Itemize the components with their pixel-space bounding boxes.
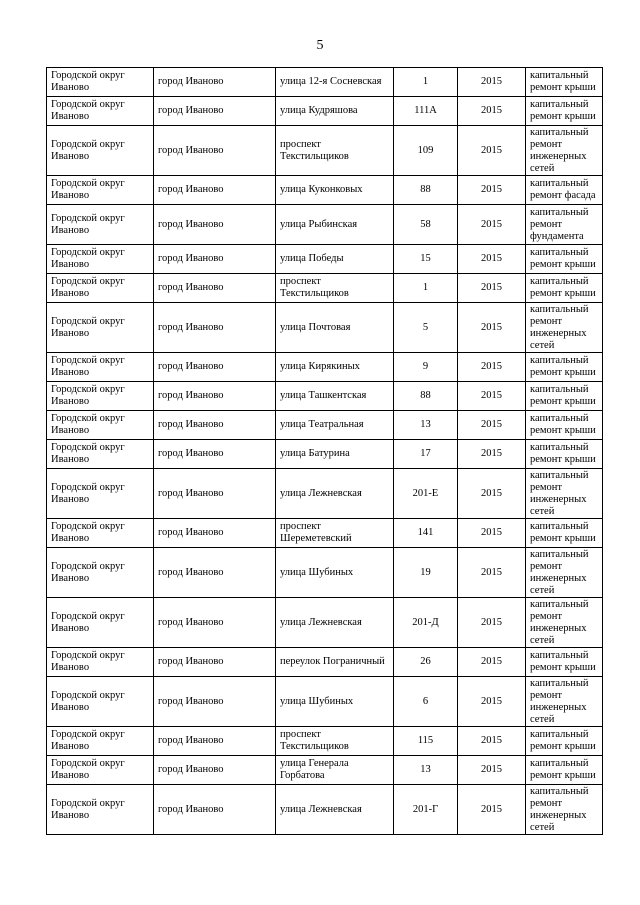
house-cell: 1: [394, 274, 458, 303]
work-cell: капитальный ремонт крыши: [526, 353, 603, 382]
house-cell: 1: [394, 68, 458, 97]
city-cell: город Иваново: [154, 176, 276, 205]
year-cell: 2015: [458, 756, 526, 785]
house-cell: 13: [394, 411, 458, 440]
table-row: [47, 598, 603, 648]
okrug-cell: Городской округ Иваново: [47, 469, 154, 519]
page-number: 5: [316, 38, 324, 53]
okrug-cell: Городской округ Иваново: [47, 68, 154, 97]
city-cell: город Иваново: [154, 303, 276, 353]
house-cell: 109: [394, 126, 458, 176]
city-cell: город Иваново: [154, 68, 276, 97]
city-cell: город Иваново: [154, 353, 276, 382]
okrug-cell: Городской округ Иваново: [47, 303, 154, 353]
street-cell: улица Кирякиных: [276, 353, 394, 382]
year-cell: 2015: [458, 598, 526, 648]
house-cell: 17: [394, 440, 458, 469]
city-cell: город Иваново: [154, 440, 276, 469]
street-cell: улица Лежневская: [276, 785, 394, 835]
table-row: [47, 519, 603, 548]
work-cell: капитальный ремонт фундамента: [526, 205, 603, 245]
street-cell: проспект Текстильщиков: [276, 126, 394, 176]
street-cell: улица Победы: [276, 245, 394, 274]
work-cell: капитальный ремонт крыши: [526, 68, 603, 97]
table-row: [47, 205, 603, 245]
street-cell: проспект Шереметевский: [276, 519, 394, 548]
work-cell: капитальный ремонт инженерных сетей: [526, 303, 603, 353]
table-row: [47, 548, 603, 598]
house-cell: 201-Г: [394, 785, 458, 835]
table-row: [47, 245, 603, 274]
city-cell: город Иваново: [154, 382, 276, 411]
street-cell: улица Почтовая: [276, 303, 394, 353]
house-cell: 141: [394, 519, 458, 548]
table-row: [47, 68, 603, 97]
street-cell: улица Батурина: [276, 440, 394, 469]
year-cell: 2015: [458, 519, 526, 548]
okrug-cell: Городской округ Иваново: [47, 205, 154, 245]
year-cell: 2015: [458, 548, 526, 598]
table-row: [47, 176, 603, 205]
house-cell: 15: [394, 245, 458, 274]
table-row: [47, 677, 603, 727]
city-cell: город Иваново: [154, 785, 276, 835]
okrug-cell: Городской округ Иваново: [47, 598, 154, 648]
work-cell: капитальный ремонт инженерных сетей: [526, 677, 603, 727]
work-cell: капитальный ремонт инженерных сетей: [526, 785, 603, 835]
year-cell: 2015: [458, 382, 526, 411]
table-row: [47, 756, 603, 785]
okrug-cell: Городской округ Иваново: [47, 274, 154, 303]
okrug-cell: Городской округ Иваново: [47, 353, 154, 382]
year-cell: 2015: [458, 126, 526, 176]
year-cell: 2015: [458, 176, 526, 205]
city-cell: город Иваново: [154, 519, 276, 548]
street-cell: проспект Текстильщиков: [276, 727, 394, 756]
city-cell: город Иваново: [154, 274, 276, 303]
year-cell: 2015: [458, 303, 526, 353]
table-row: [47, 440, 603, 469]
table-row: [47, 274, 603, 303]
house-cell: 88: [394, 176, 458, 205]
city-cell: город Иваново: [154, 205, 276, 245]
year-cell: 2015: [458, 68, 526, 97]
year-cell: 2015: [458, 727, 526, 756]
house-cell: 5: [394, 303, 458, 353]
table-row: [47, 648, 603, 677]
street-cell: улица Шубиных: [276, 677, 394, 727]
table-row: [47, 382, 603, 411]
work-cell: капитальный ремонт крыши: [526, 727, 603, 756]
house-cell: 111А: [394, 97, 458, 126]
work-cell: капитальный ремонт инженерных сетей: [526, 598, 603, 648]
house-cell: 6: [394, 677, 458, 727]
year-cell: 2015: [458, 274, 526, 303]
table-row: [47, 353, 603, 382]
work-cell: капитальный ремонт крыши: [526, 382, 603, 411]
okrug-cell: Городской округ Иваново: [47, 411, 154, 440]
work-cell: капитальный ремонт крыши: [526, 245, 603, 274]
work-cell: капитальный ремонт фасада: [526, 176, 603, 205]
year-cell: 2015: [458, 245, 526, 274]
table-body: [47, 68, 603, 835]
okrug-cell: Городской округ Иваново: [47, 126, 154, 176]
work-cell: капитальный ремонт крыши: [526, 274, 603, 303]
table-row: [47, 303, 603, 353]
street-cell: улица Кудряшова: [276, 97, 394, 126]
year-cell: 2015: [458, 469, 526, 519]
city-cell: город Иваново: [154, 756, 276, 785]
work-cell: капитальный ремонт крыши: [526, 519, 603, 548]
year-cell: 2015: [458, 411, 526, 440]
okrug-cell: Городской округ Иваново: [47, 548, 154, 598]
house-cell: 88: [394, 382, 458, 411]
city-cell: город Иваново: [154, 411, 276, 440]
street-cell: улица Шубиных: [276, 548, 394, 598]
street-cell: улица Генерала Горбатова: [276, 756, 394, 785]
house-cell: 115: [394, 727, 458, 756]
year-cell: 2015: [458, 353, 526, 382]
okrug-cell: Городской округ Иваново: [47, 176, 154, 205]
city-cell: город Иваново: [154, 245, 276, 274]
okrug-cell: Городской округ Иваново: [47, 97, 154, 126]
street-cell: проспект Текстильщиков: [276, 274, 394, 303]
city-cell: город Иваново: [154, 548, 276, 598]
okrug-cell: Городской округ Иваново: [47, 648, 154, 677]
city-cell: город Иваново: [154, 126, 276, 176]
year-cell: 2015: [458, 440, 526, 469]
city-cell: город Иваново: [154, 677, 276, 727]
table-row: [47, 126, 603, 176]
work-cell: капитальный ремонт инженерных сетей: [526, 469, 603, 519]
house-cell: 58: [394, 205, 458, 245]
house-cell: 201-Д: [394, 598, 458, 648]
work-cell: капитальный ремонт крыши: [526, 97, 603, 126]
city-cell: город Иваново: [154, 97, 276, 126]
street-cell: улица Куконковых: [276, 176, 394, 205]
city-cell: город Иваново: [154, 727, 276, 756]
house-cell: 13: [394, 756, 458, 785]
street-cell: улица Рыбинская: [276, 205, 394, 245]
okrug-cell: Городской округ Иваново: [47, 245, 154, 274]
city-cell: город Иваново: [154, 598, 276, 648]
table-row: [47, 727, 603, 756]
year-cell: 2015: [458, 677, 526, 727]
table-row: [47, 97, 603, 126]
year-cell: 2015: [458, 205, 526, 245]
okrug-cell: Городской округ Иваново: [47, 677, 154, 727]
street-cell: улица Театральная: [276, 411, 394, 440]
city-cell: город Иваново: [154, 469, 276, 519]
work-cell: капитальный ремонт крыши: [526, 648, 603, 677]
okrug-cell: Городской округ Иваново: [47, 785, 154, 835]
work-cell: капитальный ремонт инженерных сетей: [526, 548, 603, 598]
house-cell: 201-Е: [394, 469, 458, 519]
work-cell: капитальный ремонт крыши: [526, 411, 603, 440]
street-cell: улица Ташкентская: [276, 382, 394, 411]
street-cell: улица Лежневская: [276, 469, 394, 519]
table-row: [47, 411, 603, 440]
street-cell: переулок Пограничный: [276, 648, 394, 677]
work-cell: капитальный ремонт крыши: [526, 756, 603, 785]
okrug-cell: Городской округ Иваново: [47, 440, 154, 469]
okrug-cell: Городской округ Иваново: [47, 756, 154, 785]
house-cell: 9: [394, 353, 458, 382]
street-cell: улица Лежневская: [276, 598, 394, 648]
work-cell: капитальный ремонт крыши: [526, 440, 603, 469]
okrug-cell: Городской округ Иваново: [47, 382, 154, 411]
year-cell: 2015: [458, 648, 526, 677]
city-cell: город Иваново: [154, 648, 276, 677]
repair-schedule-table: [46, 67, 603, 835]
year-cell: 2015: [458, 97, 526, 126]
okrug-cell: Городской округ Иваново: [47, 727, 154, 756]
street-cell: улица 12-я Сосневская: [276, 68, 394, 97]
okrug-cell: Городской округ Иваново: [47, 519, 154, 548]
work-cell: капитальный ремонт инженерных сетей: [526, 126, 603, 176]
house-cell: 19: [394, 548, 458, 598]
table-row: [47, 785, 603, 835]
table-row: [47, 469, 603, 519]
year-cell: 2015: [458, 785, 526, 835]
house-cell: 26: [394, 648, 458, 677]
